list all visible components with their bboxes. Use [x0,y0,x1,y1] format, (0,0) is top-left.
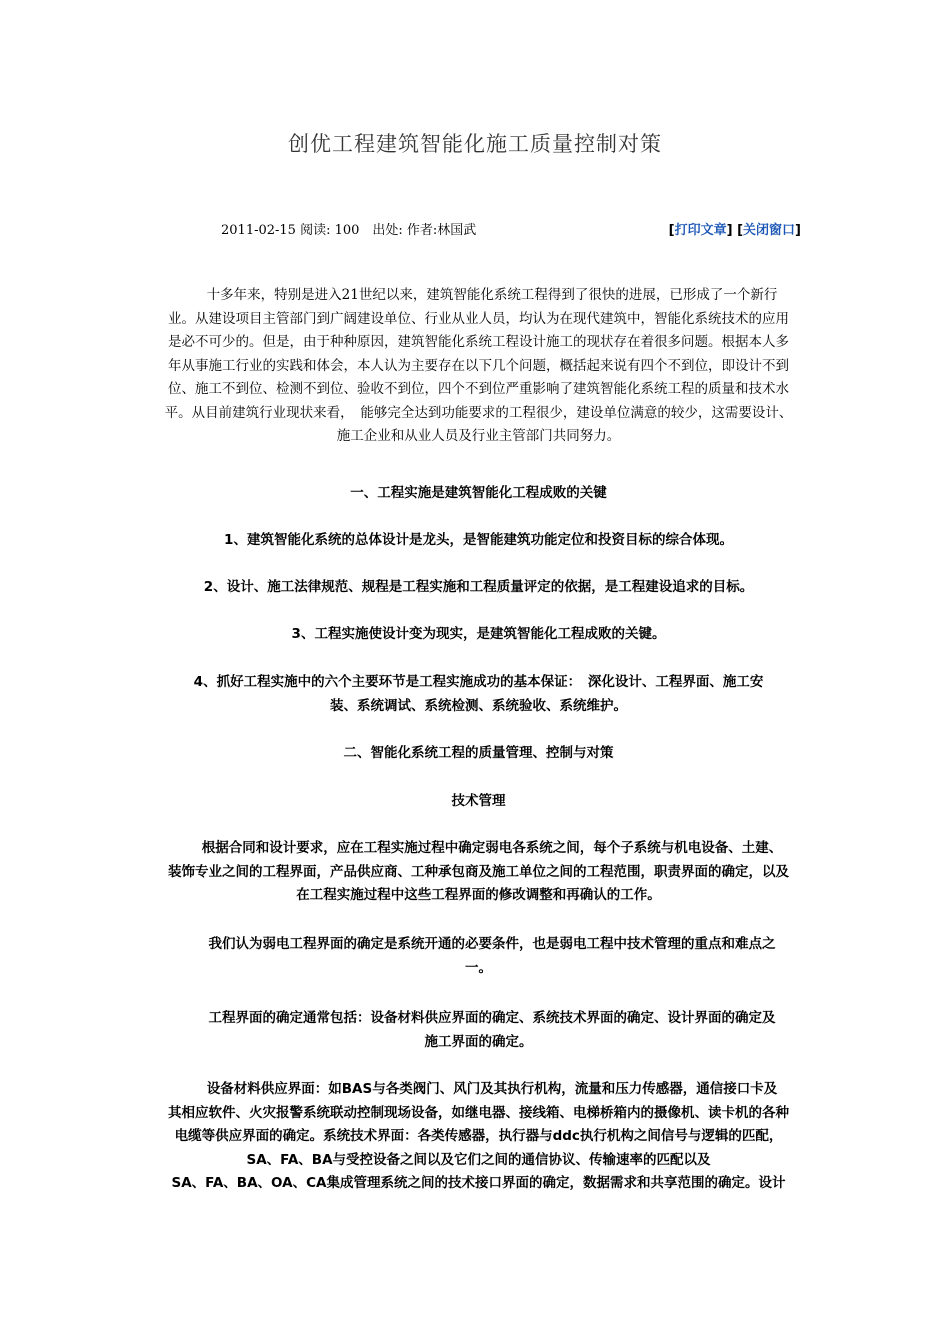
intro-line: 十多年来，特别是进入21世纪以来，建筑智能化系统工程得到了很快的进展，已形成了一个新行 [179,287,778,303]
paragraph-line: SA、FA、BA、OA、CA集成管理系统之间的技术接口界面的确定，数据需求和共享范围的确定。设计 [171,1175,786,1191]
section-heading-2: 二、智能化系统工程的质量管理、控制与对策 [343,745,614,761]
paragraph-line: 在工程实施过程中这些工程界面的修改调整和再确认的工作。 [296,887,661,903]
paragraph-line: 装、系统调试、系统检测、系统验收、系统维护。 [330,697,627,714]
paragraph-line: 4、抓好工程实施中的六个主要环节是工程实施成功的基本保证： 深化设计、工程界面、施工安 [193,674,764,690]
section-heading-1: 一、工程实施是建筑智能化工程成败的关键 [350,485,607,501]
paragraph-line: 装饰专业之间的工程界面，产品供应商、工种承包商及施工单位之间的工程范围，职责界面的确定，以及 [168,863,789,880]
paragraph-line: 设备材料供应界面：如BAS与各类阀门、风门及其执行机构，流量和压力传感器，通信接口卡及 [179,1081,778,1097]
article-actions: [打印文章] [关闭窗口] [668,223,801,238]
intro-line: 平。从目前建筑行业现状来看， 能够完全达到功能要求的工程很少，建设单位满意的较少，这需要设计、 [164,404,793,421]
paragraph-4 [146,671,811,718]
intro-line: 年从事施工行业的实践和体会，本人认为主要存在以下几个问题，概括起来说有四个不到位，即设计不到 [168,357,789,374]
paragraph-3: 3、工程实施使设计变为现实，是建筑智能化工程成败的关键。 [291,626,666,642]
paragraph-line: 我们认为弱电工程界面的确定是系统开通的必要条件，也是弱电工程中技术管理的重点和难点之 [181,936,776,952]
intro-line: 是必不可少的。但是，由于种种原因，建筑智能化系统工程设计施工的现状存在着很多问题。根据本人多 [168,334,789,350]
paragraph-line: 根据合同和设计要求，应在工程实施过程中确定弱电各系统之间，每个子系统与机电设备、土建、 [174,840,783,856]
paragraph-1: 1、建筑智能化系统的总体设计是龙头，是智能建筑功能定位和投资目标的综合体现。 [224,532,733,548]
paragraph-line: 施工界面的确定。 [424,1033,533,1050]
paragraph-7 [146,1007,811,1054]
paragraph-6 [146,933,811,980]
intro-line: 业。从建设项目主管部门到广阔建设单位、行业从业人员，均认为在现代建筑中，智能化系统技术的应用 [168,310,789,327]
paragraph-line: SA、FA、BA与受控设备之间以及它们之间的通信协议、传输速率的匹配以及 [246,1151,711,1168]
paragraph-8 [146,1078,811,1196]
paragraph-5 [146,837,811,908]
intro-line: 位、施工不到位、检测不到位、验收不到位，四个不到位严重影响了建筑智能化系统工程的质量和技术水 [168,381,789,397]
section-heading-3: 技术管理 [451,793,506,809]
paragraph-2: 2、设计、施工法律规范、规程是工程实施和工程质量评定的依据，是工程建设追求的目标。 [203,579,754,595]
intro-line: 施工企业和从业人员及行业主管部门共同努力。 [336,428,621,444]
paragraph-line: 一。 [465,959,492,976]
article-meta: 2011-02-15 阅读: 100 出处: 作者:林国武 [221,223,477,238]
close-window-link[interactable]: 关闭窗口 [743,223,796,238]
print-article-link[interactable]: 打印文章 [674,223,727,238]
paragraph-line: 电缆等供应界面的确定。系统技术界面：各类传感器，执行器与ddc执行机构之间信号与逻辑的匹配， [174,1128,783,1144]
paragraph-line: 其相应软件、火灾报警系统联动控制现场设备，如继电器、接线箱、电梯桥箱内的摄像机、读卡机的各种 [168,1104,789,1121]
paragraph-line: 工程界面的确定通常包括：设备材料供应界面的确定、系统技术界面的确定、设计界面的确定及 [181,1010,776,1026]
intro-paragraph [146,284,811,449]
article-title: 创优工程建筑智能化施工质量控制对策 [288,132,662,156]
